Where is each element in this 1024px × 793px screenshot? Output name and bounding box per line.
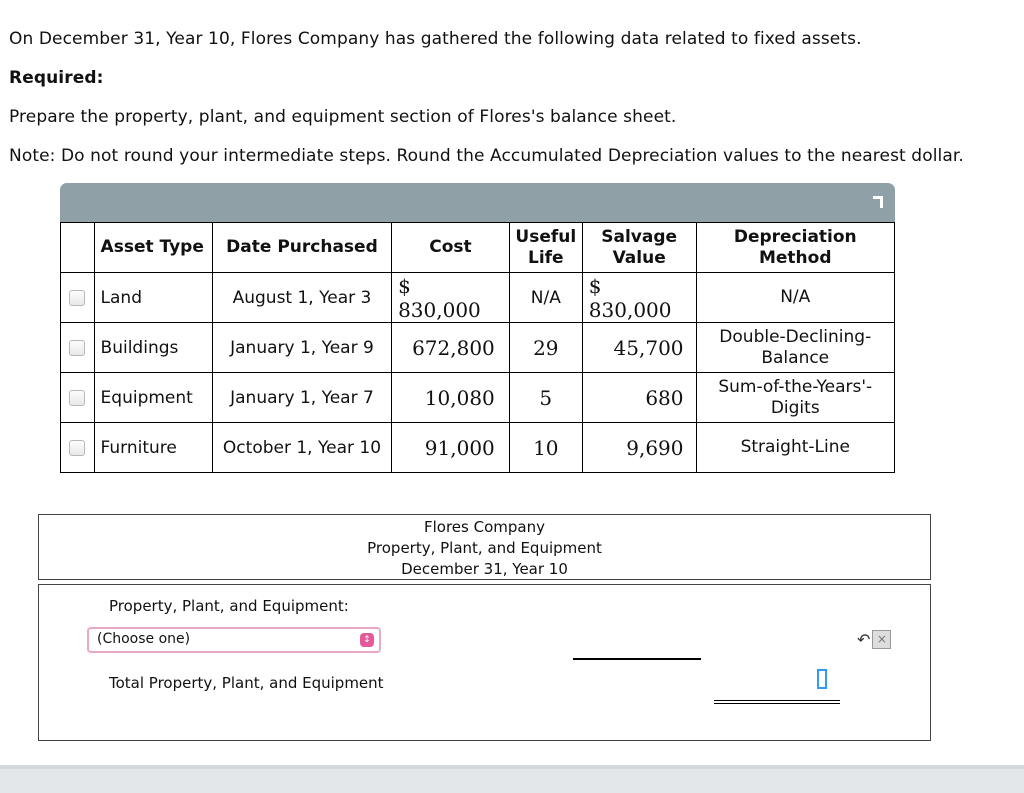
account-select[interactable] <box>87 627 381 653</box>
method-line1: N/A <box>780 287 811 307</box>
table-header-row <box>61 223 895 273</box>
header-life-line1: Useful <box>515 226 577 247</box>
row-checkbox[interactable] <box>69 340 85 356</box>
life-cell: N/A <box>509 273 582 323</box>
asset-type-cell: Furniture <box>94 423 212 473</box>
header-salvage-line2: Value <box>612 247 666 268</box>
cost-cell: 91,000 <box>392 423 510 473</box>
method-line1: Straight-Line <box>740 437 850 457</box>
method-line1: Double-Declining- <box>719 326 872 347</box>
header-salvage-line1: Salvage <box>601 226 678 247</box>
dollar-sign: $ <box>398 273 411 298</box>
task-text: Prepare the property, plant, and equipment section of Flores's balance sheet. <box>9 107 677 127</box>
double-underline-top <box>714 700 840 701</box>
row-checkbox[interactable] <box>69 440 85 456</box>
total-label: Total Property, Plant, and Equipment <box>109 674 384 692</box>
header-salvage <box>582 223 696 273</box>
asset-type-cell: Buildings <box>94 323 212 373</box>
header-method <box>696 223 894 273</box>
bottom-bar <box>0 765 1024 793</box>
intro-text: On December 31, Year 10, Flores Company has gathered the following data related to fixed assets. <box>9 29 862 49</box>
table-row <box>61 373 895 423</box>
table-header-bar <box>60 183 895 223</box>
method-cell <box>696 423 894 473</box>
undo-icon[interactable]: ↶ <box>857 630 871 649</box>
note-text: Note: Do not round your intermediate steps. Round the Accumulated Depreciation values to the nearest dollar. <box>9 146 964 166</box>
life-cell: 10 <box>509 423 582 473</box>
date-cell: January 1, Year 7 <box>212 373 391 423</box>
row-checkbox-cell[interactable] <box>61 323 95 373</box>
table-row <box>61 323 895 373</box>
method-line2: Balance <box>761 347 830 368</box>
section-label: Property, Plant, and Equipment: <box>109 597 349 615</box>
date-cell: August 1, Year 3 <box>212 273 391 323</box>
clear-icon[interactable]: × <box>872 630 891 649</box>
asset-type-cell: Equipment <box>94 373 212 423</box>
header-useful-life <box>509 223 582 273</box>
statement-date: December 31, Year 10 <box>401 560 568 578</box>
header-cost: Cost <box>392 223 510 273</box>
salvage-cell: 680 <box>582 373 696 423</box>
cost-cell: 672,800 <box>392 323 510 373</box>
row-checkbox-cell[interactable] <box>61 373 95 423</box>
method-cell <box>696 373 894 423</box>
table-row <box>61 423 895 473</box>
total-input[interactable] <box>817 669 827 689</box>
method-cell <box>696 323 894 373</box>
updown-arrow-icon[interactable]: ↕ <box>360 633 374 647</box>
expand-icon[interactable] <box>873 196 883 208</box>
statement-header <box>38 514 931 580</box>
asset-table-panel <box>60 183 895 475</box>
salvage-cell: 45,700 <box>582 323 696 373</box>
row-checkbox-cell[interactable] <box>61 273 95 323</box>
date-cell: January 1, Year 9 <box>212 323 391 373</box>
row-checkbox[interactable] <box>69 290 85 306</box>
cost-cell <box>392 273 510 323</box>
method-cell <box>696 273 894 323</box>
method-line2: Digits <box>770 397 820 418</box>
double-underline-bottom <box>714 703 840 704</box>
life-cell: 5 <box>509 373 582 423</box>
required-heading: Required: <box>9 68 104 88</box>
company-name: Flores Company <box>424 518 545 536</box>
statement-title: Property, Plant, and Equipment <box>367 539 602 557</box>
salvage-value: 830,000 <box>588 297 672 322</box>
row-checkbox[interactable] <box>69 390 85 406</box>
cost-cell: 10,080 <box>392 373 510 423</box>
salvage-cell <box>582 273 696 323</box>
life-cell: 29 <box>509 323 582 373</box>
date-cell: October 1, Year 10 <box>212 423 391 473</box>
method-line1: Sum-of-the-Years'- <box>718 376 873 397</box>
salvage-cell: 9,690 <box>582 423 696 473</box>
asset-type-cell: Land <box>94 273 212 323</box>
header-check-cell <box>61 223 95 273</box>
row-checkbox-cell[interactable] <box>61 423 95 473</box>
dollar-sign: $ <box>588 273 602 298</box>
statement-body <box>38 584 931 741</box>
amount-input-line[interactable] <box>573 658 701 660</box>
header-method-line2: Method <box>758 247 832 268</box>
asset-table <box>60 222 895 473</box>
header-life-line2: Life <box>527 247 564 268</box>
header-date: Date Purchased <box>212 223 391 273</box>
table-row <box>61 273 895 323</box>
header-method-line1: Depreciation <box>733 226 857 247</box>
row-tools <box>857 629 891 649</box>
cost-value: 830,000 <box>398 297 481 322</box>
header-asset-type: Asset Type <box>94 223 212 273</box>
select-value: (Choose one) <box>97 631 191 647</box>
